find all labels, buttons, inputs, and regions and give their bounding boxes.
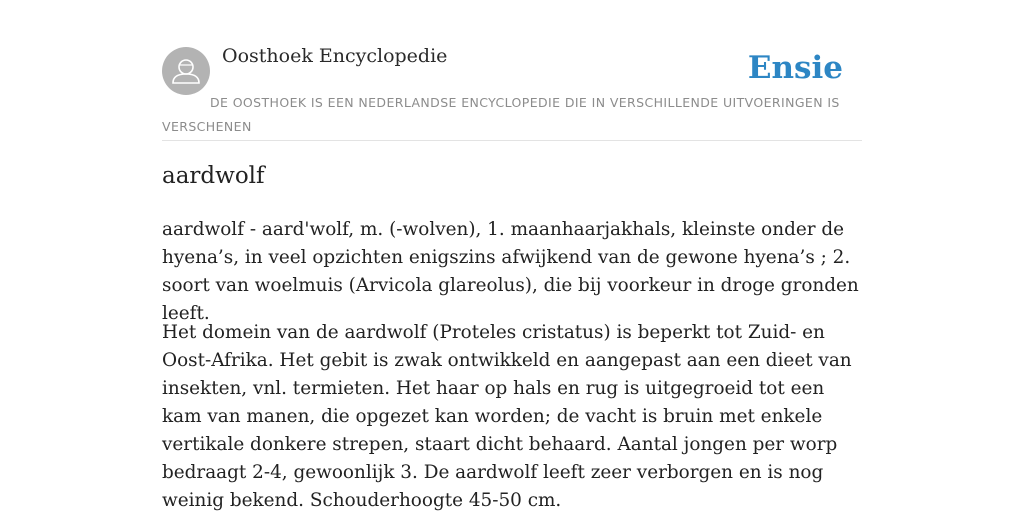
user-avatar-icon[interactable]: [162, 47, 210, 95]
article-title: aardwolf: [162, 163, 265, 189]
article-paragraph: aardwolf - aard'wolf, m. (-wolven), 1. maanhaarjakhals, kleinste onder de hyena’s, in veel opzichten enigszins afwijkend van de gewone hyena’s ; 2. soort van woelmuis (Arvicola glareolus), die bij voorkeur in droge gronden leeft.: [162, 219, 859, 324]
article-paragraph: Het domein van de aardwolf (Proteles cristatus) is beperkt tot Zuid- en Oost-Afrika. Het gebit is zwak ontwikkeld en aangepast aan een dieet van insekten, vnl. termieten. Het haar op hals en rug is uitgegroeid tot een kam van manen, die opgezet kan worden; de vacht is bruin met enkele vertikale donkere strepen, staart dicht behaard. Aantal jongen per worp bedraagt 2-4, gewoonlijk 3. De aardwolf leeft zeer verborgen en is nog weinig bekend. Schouderhoogte 45-50 cm.: [162, 322, 852, 511]
source-name-link[interactable]: Oosthoek Encyclopedie: [222, 45, 448, 67]
brand-logo-link[interactable]: Ensie: [747, 50, 843, 86]
page: [162, 0, 862, 511]
source-header: [162, 0, 862, 141]
source-description: DE OOSTHOEK IS EEN NEDERLANDSE ENCYCLOPEDIE DIE IN VERSCHILLENDE UITVOERINGEN IS VERSCHENEN: [162, 95, 840, 134]
